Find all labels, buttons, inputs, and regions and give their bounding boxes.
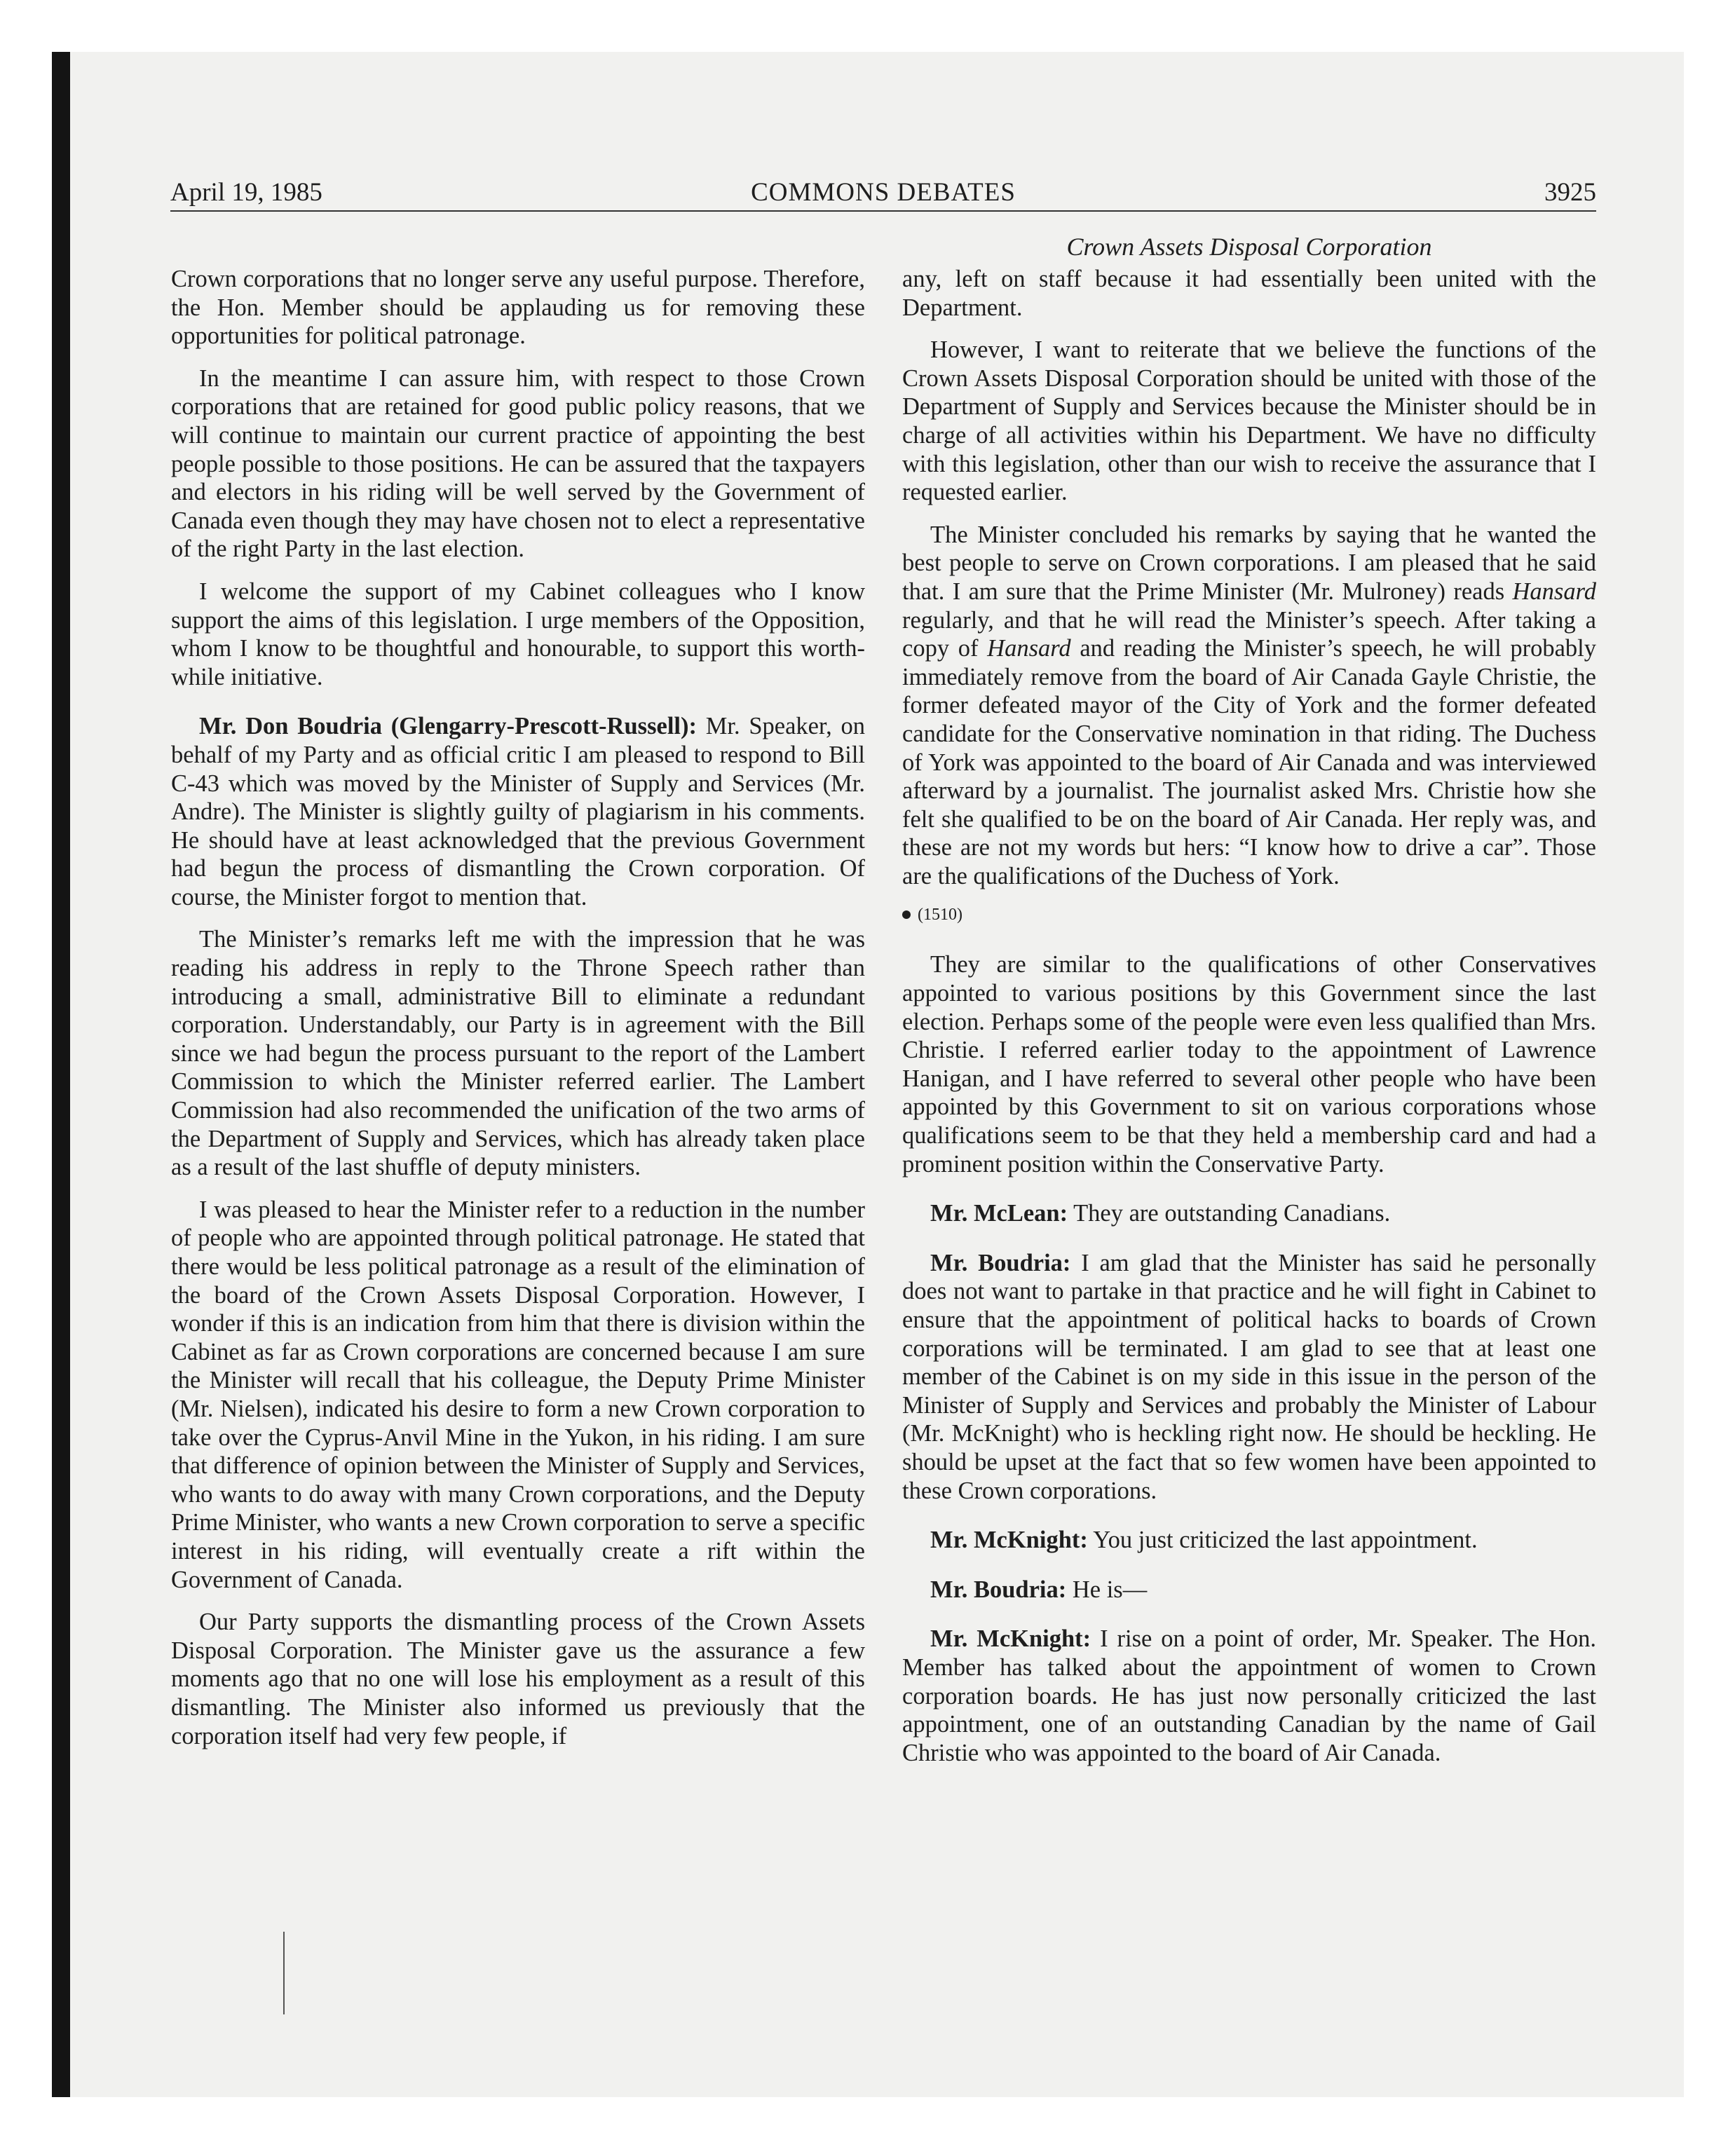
text-span: The Minister concluded his remarks by saying that he wanted the best people to serve on Crown corporations. I am pleased that he said that. I am sure that the Prime Minister (Mr. Mulroney) reads [902, 521, 1596, 605]
speech-text: He is— [1066, 1576, 1148, 1603]
speech-text: They are outstanding Canadians. [1068, 1200, 1391, 1227]
speaker-name: Mr. McKnight: [930, 1625, 1091, 1653]
time-marker [902, 904, 1596, 925]
paragraph: The Minister’s remarks left me with the impression that he was reading his address in reply to the Throne Speech rather than introducing a small, administrative Bill to eliminate a redundant corporation. Understandably, our Party is in agreement with the Bill since we had begun the process pursuant to the report of the Lambert Commission to which the Minister referred earlier. The Lambert Commission had also recommended the unification of the two arms of the Department of Supply and Services, which has already taken place as a result of the last shuffle of deputy ministers. [171, 926, 865, 1181]
paragraph: They are similar to the qualifications of other Conservatives appointed to various positions by this Government since the last election. Perhaps some of the people were even less qualified than Mrs. Christie. I referred earlier today to the appointment of Lawrence Hanigan, and I have referred to several other people who have been appointed by this Government to sit on various corporations whose qualifications seem to be that they held a membership card and had a prominent position within the Conservative Party. [902, 951, 1596, 1178]
paragraph: Crown corporations that no longer serve any useful purpose. Therefore, the Hon. Member should be applauding us for removing these opportunities for political patronage. [171, 266, 865, 350]
paragraph [902, 521, 1596, 891]
margin-pencil-mark [283, 1932, 285, 2014]
italic-hansard: Hansard [1512, 578, 1596, 605]
speech-paragraph [902, 1526, 1596, 1555]
running-head: Crown Assets Disposal Corporation [1066, 233, 1432, 261]
speech-paragraph [902, 1199, 1596, 1228]
speech-paragraph [171, 712, 865, 911]
speech-text: Mr. Speaker, on behalf of my Party and as official critic I am pleased to respond to Bill C-43 which was moved by the Minister of Supply and Services (Mr. Andre). The Minister is slightly guilty of plagiarism in his comments. He should have at least acknowledged that the previous Government had begun the process of dismantling the Crown corporation. Of course, the Minister forgot to mention that. [171, 713, 865, 910]
page-header [170, 175, 1596, 210]
italic-hansard: Hansard [987, 635, 1071, 662]
page-number: 3925 [1544, 178, 1596, 207]
header-title: COMMONS DEBATES [751, 178, 1016, 207]
paragraph: However, I want to reiterate that we believe the functions of the Crown Assets Disposal Corporation should be united with those of the Department of Supply and Services because the Minister should be in charge of all activities within his Department. We have no difficulty with this legislation, other than our wish to receive the assurance that I requested earlier. [902, 336, 1596, 506]
paragraph: Our Party supports the dismantling process of the Crown Assets Disposal Corporation. The Minister gave us the assurance a few moments ago that no one will lose his employment as a result of this dismantling. The Minister also informed us previously that the corporation itself had very few people, if [171, 1609, 865, 1749]
speaker-name: Mr. Don Boudria (Glengarry-Prescott-Russell): [199, 713, 697, 740]
speech-paragraph [902, 1625, 1596, 1767]
text-span: regularly, and that he will read the Minister’s speech. After taking a copy of [902, 606, 1596, 662]
paragraph: any, left on staff because it had essentially been united with the Department. [902, 266, 1596, 321]
speaker-name: Mr. McKnight: [930, 1527, 1088, 1554]
speech-text: You just criticized the last appointment. [1087, 1527, 1478, 1554]
time-marker-text: (1510) [918, 906, 962, 925]
left-column [171, 265, 865, 1764]
paragraph: In the meantime I can assure him, with respect to those Crown corporations that are retained for good public policy reasons, that we will continue to maintain our current practice of appointing the best people possible to those positions. He can be assured that the taxpayers and electors in his riding will be well served by the Government of Canada even though they may have chosen not to elect a representative of the right Party in the last election. [171, 364, 865, 563]
speaker-name: Mr. Boudria: [930, 1576, 1067, 1603]
text-span: and reading the Minister’s speech, he will probably immediately remove from the board of Air Canada Gayle Christie, the former defeated mayor of the City of York and the former defeated candidate for the Conservative nomination in that riding. The Duchess of York was appointed to the board of Air Canada and was interviewed afterward by a journalist. The journalist asked Mrs. Christie how she felt she qualified to be on the board of Air Canada. Her reply was, and these are not my words but hers: “I know how to drive a car”. Those are the qualifications of the Duchess of York. [902, 635, 1596, 889]
speech-paragraph [902, 1576, 1596, 1604]
speaker-name: Mr. Boudria: [930, 1249, 1071, 1276]
speaker-name: Mr. McLean: [930, 1200, 1068, 1227]
paragraph: I welcome the support of my Cabinet colleagues who I know support the aims of this legislation. I urge members of the Opposition, whom I know to be thoughtful and honourable, to support this worth-while initiative. [171, 578, 865, 690]
speech-paragraph [902, 1249, 1596, 1505]
right-column [902, 265, 1596, 1781]
header-date: April 19, 1985 [170, 178, 322, 207]
bullet-icon [902, 910, 911, 919]
speech-text: I am glad that the Minister has said he personally does not want to partake in that practice and he will fight in Cabinet to ensure that the appointment of political hacks to boards of Crown corporations will be terminated. I am glad to see that at least one member of the Cabinet is on my side in this issue in the person of the Minister of Supply and Services and probably the Minister of Labour (Mr. McKnight) who is heckling right now. He should be heckling. He should be upset at the fact that so few women have been appointed to these Crown corporations. [902, 1249, 1596, 1504]
speech-text: I rise on a point of order, Mr. Speaker. The Hon. Member has talked about the appointment of women to Crown corporation boards. He has just now personally criticized the last appointment, one of an outstanding Canadian by the name of Gail Christie who was appointed to the board of Air Canada. [902, 1625, 1596, 1766]
header-rule [170, 210, 1596, 212]
paragraph: I was pleased to hear the Minister refer to a reduction in the number of people who are appointed through political patronage. He stated that there would be less political patronage as a result of the elimination of the board of the Crown Assets Disposal Corporation. However, I wonder if this is an indication from him that there is division within the Cabinet as far as Crown corporations are concerned because I am sure the Minister will recall that his colleague, the Deputy Prime Minister (Mr. Nielsen), indicated his desire to form a new Crown corporation to take over the Cyprus-Anvil Mine in the Yukon, in his riding. I am sure that difference of opinion between the Minister of Supply and Services, who wants to do away with many Crown corporations, and the Deputy Prime Minister, who wants a new Crown corporation to serve a specific interest in his riding, will eventually create a rift within the Government of Canada. [171, 1196, 865, 1593]
